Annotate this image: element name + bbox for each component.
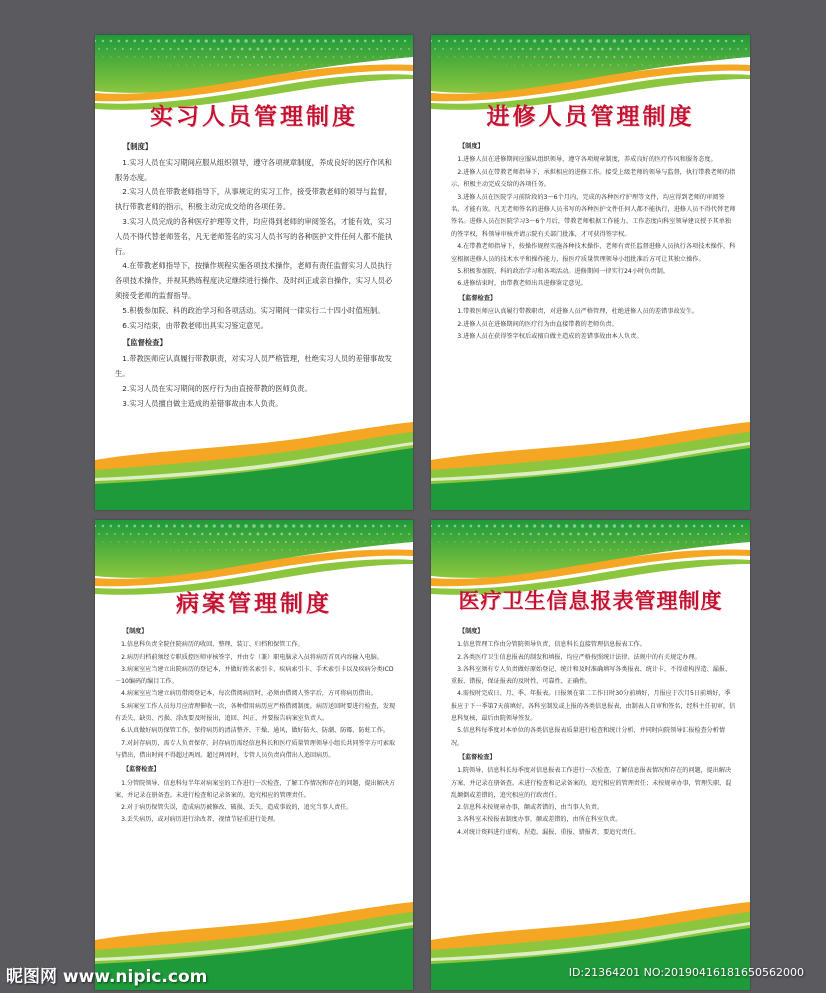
section-heading: 【监督检查】 <box>459 753 496 761</box>
rule-item: 3.丢失病历，或对病历进行涂改者，视情节轻重进行处理。 <box>121 816 280 824</box>
rule-item: 5.病案室工作人员每月应清理催收一次，各种借用病历应严格借阅制度。病历送回时要进行检查，发现有丢失、缺页、污损、涂改要及时报出，追回、纠正，并要报告病案室负责人。 <box>115 702 396 723</box>
rule-item: 1.带教医师应认真履行带教职责，对进修人员严格管理，杜绝进修人员的差错事故发生。 <box>457 308 699 316</box>
section-heading: 【制度】 <box>123 628 148 635</box>
poster-title: 医疗卫生信息报表管理制度 <box>458 589 723 613</box>
rule-item: 7.对封存病历，需专人负责保存，封存病历需经信息科长和医疗质量管理领导小组长共同签字方可索取与借出，借出时间不得超过两周。超过两周时，专管人员负责向借出人追回病历。 <box>115 739 396 759</box>
rule-item: 2.进修人员在进修期间的医疗行为由直接带教的老师负责。 <box>457 320 618 328</box>
rule-item: 3.各科室未按报表制度办事，颠或差错的，由所在科室负责。 <box>457 816 622 824</box>
rule-item: 6.认真做好病历保管工作，保持病历的清洁整齐、干燥、通风，做好防火、防潮、防霉、防蛀工作。 <box>121 727 389 735</box>
poster-content <box>451 139 736 344</box>
section-heading: 【制度】 <box>123 142 153 151</box>
rule-item: 2.实习人员在带教老师指导下，从事规定的实习工作，接受带教老师的领导与监督，执行带教老师的指示，积极主动完成交给的各项任务。 <box>115 187 392 212</box>
section-heading: 【监督检查】 <box>459 294 497 302</box>
poster-title: 病案管理制度 <box>176 591 332 617</box>
rule-item: 3.各科室须有专人负责做好原始登记、统计和及时准确填写各类报表、统计卡，不得虚构捏造、漏报、重报、错报，保证报表的及时性、可靠性、正确性。 <box>451 665 732 686</box>
rule-item: 3.进修人员在获得签字权后或擅自做主造成的差错事故由本人负责。 <box>457 333 643 341</box>
rule-item: 6.进修结束时，由带教老师出具进修鉴定意见。 <box>457 280 587 288</box>
poster-title: 进修人员管理制度 <box>486 104 695 130</box>
rule-item: 4.对统计资料进行虚构、捏造、漏报、重报、错报者，要追究责任。 <box>457 828 640 836</box>
rule-item: 2.各类医疗卫生信息报表的制发和填报，均应严格按照统计法律、法规中的有关规定办理。 <box>457 653 701 661</box>
poster-content <box>115 137 399 411</box>
rule-item: 5.信息科每季度对本单位的各类信息报表质量进行检查和统计分析，并同时向院领导汇报检查分析情况。 <box>451 727 725 747</box>
rule-item: 1.进修人员在进修期间应服从组织领导，遵守各项规章制度，养成良好的医疗作风和服务态度。 <box>457 156 717 164</box>
rule-item: 2.病历归档前须经专职质控医师审核签字，并由专（兼）职电脑录入员将病历首页内容输入电脑。 <box>121 653 383 661</box>
site-watermark-logo: 昵图网 www.nipic.com <box>6 967 208 987</box>
rule-item: 3.病案室应当建立出院病历的登记本，并做好姓名索引卡、疾病索引卡、手术索引卡以及疾病分类ICD－10编码的编目工作。 <box>115 665 394 686</box>
rule-item: 4.病案室应当建立病历借阅登记本，每次借阅病历时，必须由借阅人签字后，方可将病历借出。 <box>121 690 377 698</box>
section-heading: 【监督检查】 <box>123 338 167 348</box>
rule-item: 4.在带教老师指导下，按操作规程实施各项技术操作，老师有责任监督实习人员执行各项技术操作，并视其熟练程度决定继续进行操作、及时纠正或亲自操作，实习人员必须接受老师的监督指导。 <box>115 261 393 300</box>
poster-footer-decoration <box>95 420 413 510</box>
rule-item: 4.需按时完成日、月、季、年报表。日报须在第二工作日时30分前填好，月报应于次月5日前填好，季报应于下一季第7天前填好。各科室制发或上报的各类信息报表，由制表人自审和签名，经科主任初审，信息科复核，最后由院领导签发。 <box>451 690 736 723</box>
poster-board-1 <box>95 35 413 510</box>
rule-item: 1.分管院领导、信息科每半年对病案室的工作进行一次检查，了解工作情况和存在的问题，提出解决方案，并记录在册备查。未进行检查和记录备案的，追究相应的管理责任。 <box>115 779 396 799</box>
poster-board-4 <box>431 520 750 990</box>
rule-item: 3.进修人员在医院学习前阶段的3～6个月内，完成的各种医疗护理等文件，均应得到老师的审阅签名，才能有效。凡无老师签名的进修人员书写的各种医护文件任何人都不能执行，进修人员不得代替老师签名。进修人员在医院学习3～6个月后，带教老师根据工作能力、工作态度向科室领导建议授予其单独的签字权，科领导审核并请示院有关部门批准，才可获得签字权。 <box>451 193 736 238</box>
poster-board-3 <box>95 520 413 990</box>
rule-item: 3.实习人员擅自做主造成的差错事故由本人负责。 <box>122 398 283 408</box>
section-heading: 【制度】 <box>459 143 484 150</box>
rule-item: 1.信息科负责全院住院病历的收回、整理、装订、归档和保管工作。 <box>121 641 304 649</box>
section-heading: 【监督检查】 <box>123 766 160 774</box>
rule-item: 1.院领导、信息科长每季度对信息报表工作进行一次检查，了解信息报表情况和存在的问题，提出解决方案，并记录在册备查。未进行检查和记录备案的，追究相应的管理责任；未按规章办事，管理失职、混乱颠倒或差错的，追究相应的行政责任。 <box>451 767 732 799</box>
poster-content <box>115 624 399 827</box>
rule-item: 2.对于病历保管失误，造成病历被修改、破损、丢失，造成事故的，追究当事人责任。 <box>121 804 353 812</box>
poster-board-2 <box>431 35 750 510</box>
section-heading: 【制度】 <box>459 628 484 635</box>
poster-content <box>451 624 736 839</box>
poster-footer-decoration <box>431 420 750 510</box>
rule-item: 2.进修人员在带教老师指导下，承担相应的进修工作。接受上级老师的领导与监督，执行带教老师的指示，积极主动完成交给的各项任务。 <box>451 168 736 189</box>
rule-item: 4.在带教老师指导下，按操作规程实施各种技术操作，老师有责任监督进修人员执行各项技术操作，科室根据进修人员的技术水平和操作能力，报医疗质量管理领导小组批准后方可让其独立操作。 <box>451 243 736 263</box>
rule-item: 5.积极参加院、科的政治学习和各项活动。进修期间一律实行24小时负责制。 <box>457 268 669 276</box>
rule-item: 2.信息科未按规章办事，颠或者错的，由当事人负责。 <box>457 804 604 812</box>
rule-item: 5.积极参加院、科的政治学习和各项活动。实习期间一律实行二十四小时值班制。 <box>122 305 385 315</box>
rule-item: 1.信息管理工作由分管院领导负责，信息科长直接管理信息报表工作。 <box>457 641 646 649</box>
image-id-watermark: ID:21364201 NO:20190416181650562000 <box>568 966 804 979</box>
rule-item: 2.实习人员在实习期间的医疗行为由直接带教的医师负责。 <box>122 383 312 393</box>
rule-item: 3.实习人员完成的各种医疗护理等文件，均应得到老师的审阅签名，才能有效，实习人员不得代替老师签名，凡无老师签名的实习人员书写的各种医护文件任何人都不能执行。 <box>115 216 393 256</box>
poster-title: 实习人员管理制度 <box>150 104 358 130</box>
rule-item: 1.实习人员在实习期间应服从组织领导，遵守各项规章制度，养成良好的医疗作风和服务态度。 <box>115 157 392 182</box>
rule-item: 1.带教医师应认真履行带教职责，对实习人员严格管理，杜绝实习人员的差错事故发生。 <box>115 354 392 378</box>
rule-item: 6.实习结束，由带教老师出具实习鉴定意见。 <box>122 320 268 330</box>
